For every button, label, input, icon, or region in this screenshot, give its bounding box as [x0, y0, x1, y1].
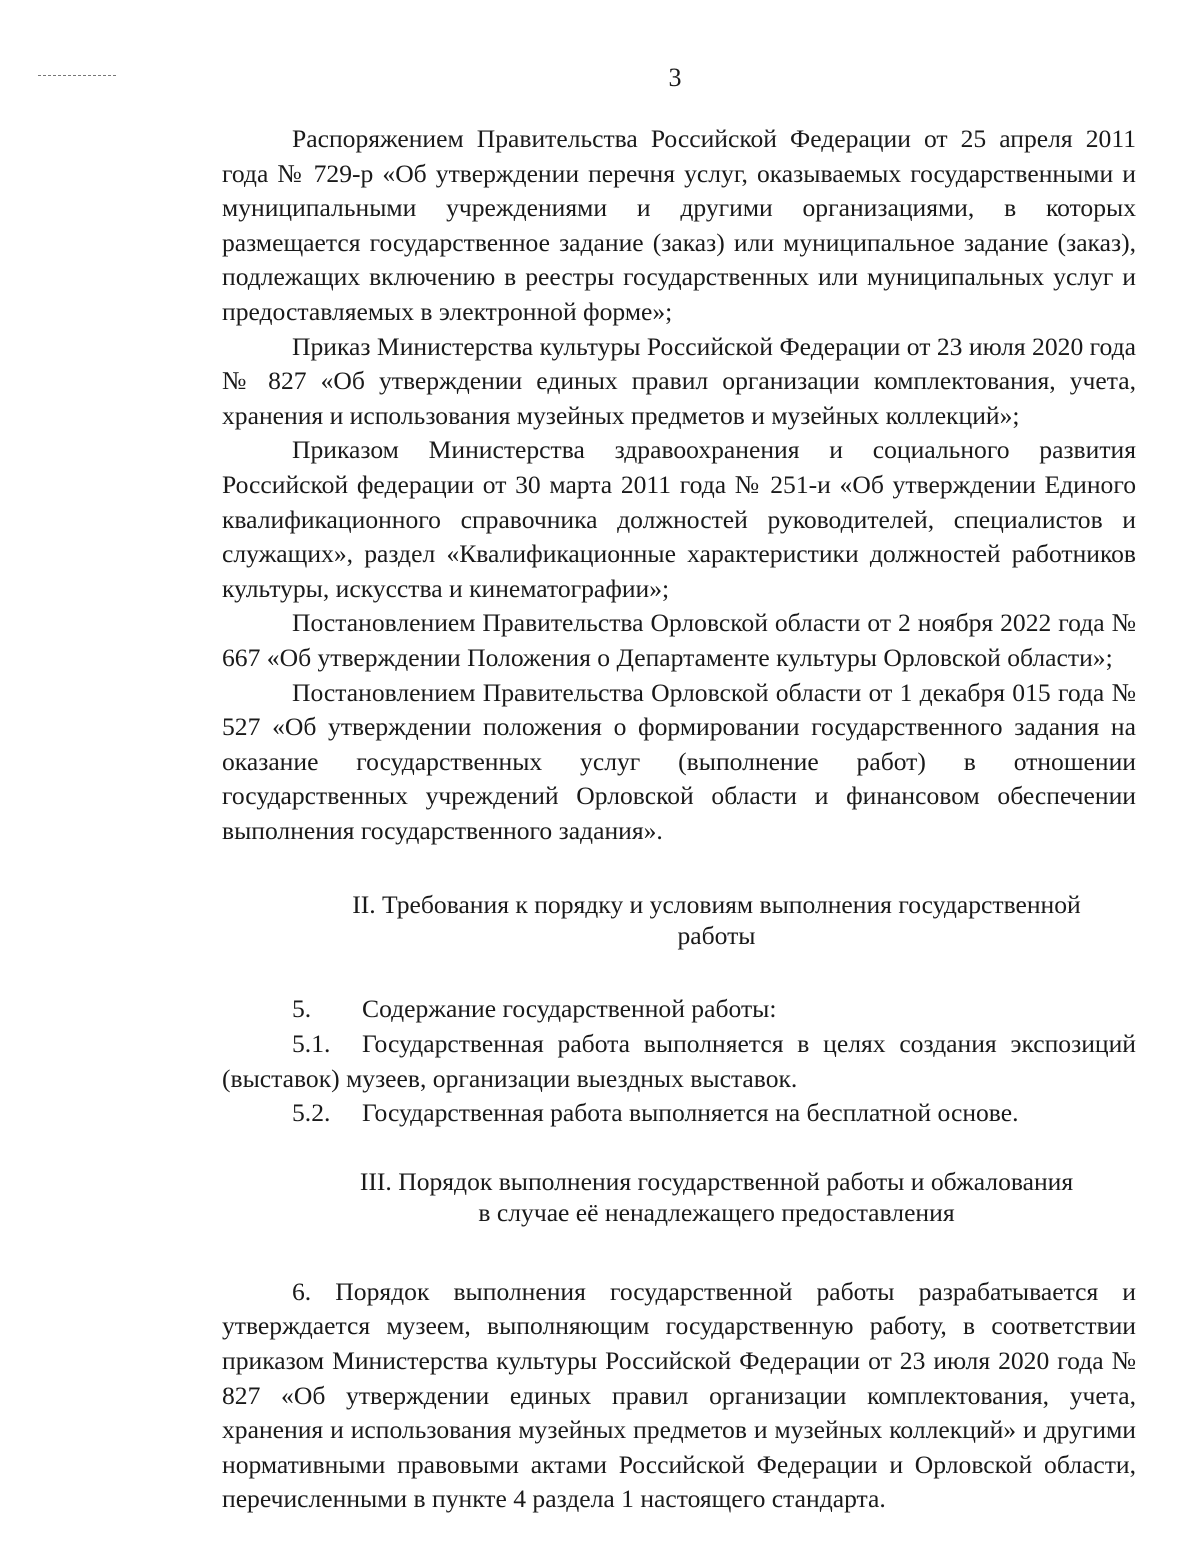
- legal-basis-paragraph-1: Распоряжением Правительства Российской Федерации от 25 апреля 2011 года № 729-р «Об утверждении перечня услуг, оказываемых государственными и муниципальными учреждениями и другими организациями, в которых размещается государственное задание (заказ) или муниципальное задание (заказ), подлежащих включению в реестры государственных или муниципальных услуг и предоставляемых в электронной форме»;: [222, 124, 1136, 326]
- section-2-item-5-1: [222, 1027, 1136, 1096]
- page-number: 3: [668, 63, 682, 92]
- section-3-heading-line-2: в случае её ненадлежащего предоставления: [478, 1197, 955, 1227]
- section-2-heading: [222, 889, 1136, 951]
- legal-basis-paragraph-4: Постановлением Правительства Орловской области от 2 ноября 2022 года № 667 «Об утверждении Положения о Департаменте культуры Орловской области»;: [222, 608, 1136, 672]
- legal-basis-paragraph-2: Приказ Министерства культуры Российской Федерации от 23 июля 2020 года № 827 «Об утверждении единых правил организации комплектования, учета, хранения и использования музейных предметов и музейных коллекций»;: [222, 331, 1136, 430]
- legal-basis-paragraph-5: Постановлением Правительства Орловской области от 1 декабря 015 года № 527 «Об утверждении положения о формировании государственного задания на оказание государственных услуг (выполнение работ) в отношении государственных учреждений Орловской области и финансовом обеспечении выполнения государственного задания».: [222, 677, 1136, 845]
- section-3-paragraph-6: 6. Порядок выполнения государственной работы разрабатывается и утверждается музеем, выполняющим государственную работу, в соответствии приказом Министерства культуры Российской Федерации от 23 июля 2020 года № 827 «Об утверждении единых правил организации комплектования, учета, хранения и использования музейных предметов и музейных коллекций» и другими нормативными правовыми актами Российской Федерации и Орловской области, перечисленными в пункте 4 раздела 1 настоящего стандарта.: [222, 1276, 1136, 1514]
- item-number: 5.1.: [292, 1029, 331, 1059]
- item-text: Государственная работа выполняется в целях создания экспозиций (выставок) музеев, организации выездных выставок.: [222, 1029, 1136, 1093]
- section-3-heading-line-1: III. Порядок выполнения государственной работы и обжалования: [359, 1166, 1074, 1196]
- document-body: [222, 122, 1136, 1517]
- section-2-heading-line-1: II. Требования к порядку и условиям выполнения государственной: [352, 890, 1081, 920]
- item-number: 5.2.: [292, 1098, 331, 1128]
- legal-basis-paragraph-3: Приказом Министерства здравоохранения и социального развития Российской федерации от 30 марта 2011 года № 251-и «Об утверждении Единого квалификационного справочника должностей руководителей, специалистов и служащих», раздел «Квалификационные характеристики должностей работников культуры, искусства и кинематографии»;: [222, 435, 1136, 603]
- section-3-heading: [222, 1166, 1136, 1228]
- item-text: Государственная работа выполняется на бесплатной основе.: [362, 1098, 1019, 1128]
- section-2-item-5: [222, 992, 1136, 1027]
- section-2-item-5-2: [222, 1096, 1136, 1131]
- item-number: 5.: [292, 994, 312, 1024]
- section-2-heading-line-2: работы: [677, 921, 756, 951]
- item-text: Содержание государственной работы:: [362, 994, 777, 1024]
